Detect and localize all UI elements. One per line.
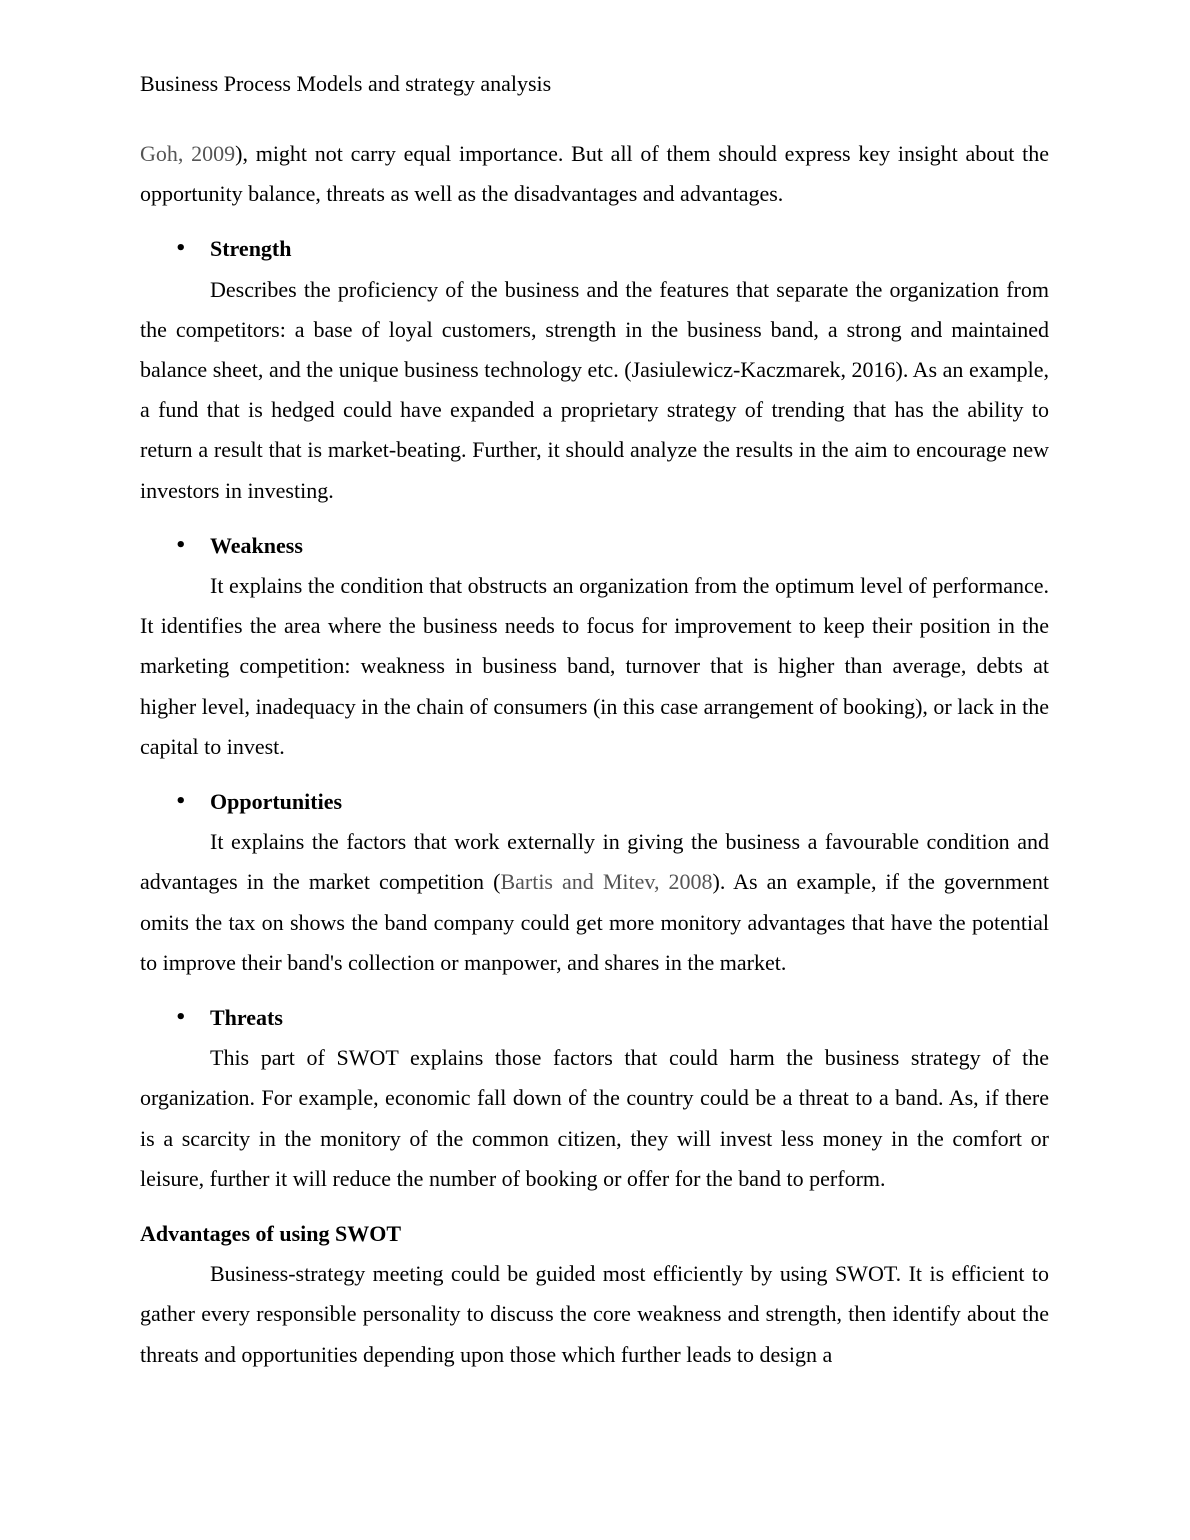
strength-heading (140, 229, 1049, 269)
intro-text: ), might not carry equal importance. But all of them should express key insight about the opportunity balance, threats as well as the disadvantages and advantages. (140, 141, 1050, 207)
opportunities-citation: Bartis and Mitev, 2008 (500, 869, 713, 895)
bullet-icon: • (175, 534, 187, 556)
bullet-icon: • (175, 1007, 187, 1029)
advantages-paragraph: Business-strategy meeting could be guided most efficiently by using SWOT. It is efficient to gather every responsible personality to discuss the core weakness and strength, then identify about the threats and opportunities depending upon those which further leads to design a (140, 1261, 1049, 1367)
strength-paragraph: Describes the proficiency of the business and the features that separate the organization from the competitors: a base of loyal customers, strength in the business band, a strong and maintained balance sheet, and the unique business technology etc. (Jasiulewicz-Kaczmarek, 2016). As an example, a fund that is hedged could have expanded a proprietary strategy of trending that has the ability to return a result that is market-beating. Further, it should analyze the results in the aim to encourage new investors in investing. (140, 276, 1049, 503)
opportunities-paragraph (140, 822, 1049, 983)
opportunities-text-after: ). As an example, if the government omits the tax on shows the band company could get more monitory advantages that have the potential to improve their band's collection or manpower, and shares in the market. (140, 869, 1050, 975)
opportunities-heading (140, 782, 1049, 822)
intro-paragraph (140, 134, 1049, 214)
advantages-heading: Advantages of using SWOT (140, 1221, 402, 1247)
running-header: Business Process Models and strategy analysis (140, 71, 552, 96)
intro-citation: Goh, 2009 (140, 141, 236, 166)
bullet-icon: • (175, 238, 187, 260)
threats-paragraph: This part of SWOT explains those factors that could harm the business strategy of the organization. For example, economic fall down of the country could be a threat to a band. As, if there is a scarcity in the monitory of the common citizen, they will invest less money in the comfort or leisure, further it will reduce the number of booking or offer for the band to perform. (140, 1045, 1049, 1191)
weakness-heading-label: Weakness (210, 532, 303, 558)
document-body (140, 134, 1049, 1375)
threats-heading-label: Threats (210, 1005, 283, 1031)
bullet-icon: • (175, 791, 187, 813)
opportunities-heading-label: Opportunities (210, 789, 343, 815)
threats-heading (140, 998, 1049, 1038)
weakness-paragraph: It explains the condition that obstructs an organization from the optimum level of performance. It identifies the area where the business needs to focus for improvement to keep their position in the marketing competition: weakness in business band, turnover that is higher than average, debts at higher level, inadequacy in the chain of consumers (in this case arrangement of booking), or lack in the capital to invest. (140, 573, 1049, 759)
weakness-heading (140, 526, 1049, 566)
strength-heading-label: Strength (210, 236, 292, 262)
opportunities-text-before: It explains the factors that work externally in giving the business a favourable condition and advantages in the market competition ( (140, 829, 1049, 895)
